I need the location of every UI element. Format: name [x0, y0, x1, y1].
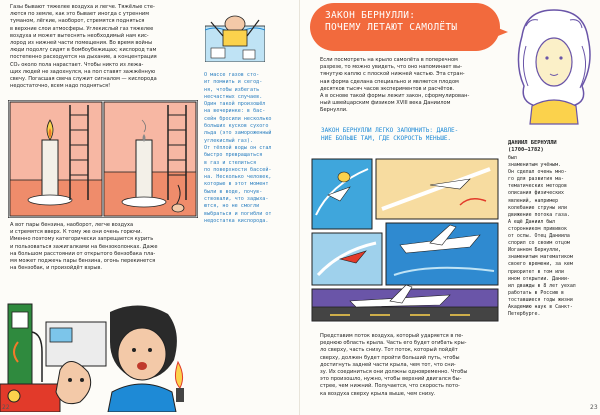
gas-station-illustration	[0, 292, 200, 412]
bernoulli-law-heading: ЗАКОН БЕРНУЛЛИ ЛЕГКО ЗАПОМНИТЬ: ДАВЛЕ- НИЕ БОЛЬШЕ ТАМ, ГДЕ СКОРОСТЬ МЕНЬШЕ.	[321, 127, 459, 142]
chapter-title: ЗАКОН БЕРНУЛЛИ: ПОЧЕМУ ЛЕТАЮТ САМОЛЁТЫ	[325, 10, 458, 33]
airflow-text: Представим поток воздуха, который ударяется в пе- реднюю область крыла. Часть его будет огибать кры- ло сверху, часть снизу. Тот поток, который пойдёт сверху, должен будет пройти больший путь, чтобы достигнуть задней части крыла, чем тот, что сни- зу. Их соединиться они должны одновременно. Чтобы это произошло, нужно, чтобы верхний двигался бы- стрее, чем нижний. Получается, что скорость пото- ка воздуха сверху крыла выше, чем снизу.	[320, 333, 468, 397]
page-number-right: 23	[590, 404, 598, 411]
bernoulli-bio-text: был знаменитым учёным. Он сделал очень мно- го для развития ма- тематических методов описания физических явлений, например колебание струны или движение потока газа. А ещё Даниил был сторонником прививок от оспы. Отец Даниила спорил со своим отцом Иоганном Бернулли, знаменитым математиком своего времени, за кем приоритет в том или ином открытии. Дании- ил дважды в 8 лет уехал работать в Россию в тоставшиеся годы жизни Академию наук в Санкт- Петербурге.	[508, 155, 576, 318]
page-number-left: 22	[2, 404, 10, 411]
scientist-portrait-illustration	[512, 6, 594, 126]
diver-illustration	[205, 8, 265, 62]
bernoulli-bio-name: ДАНИИЛ БЕРНУЛЛИ (1700–1782)	[508, 140, 557, 154]
co2-intro-text: Газы бывают тяжелее воздуха и легче. Тяжёлые сте- лются по земле, как это бывает иногда с утренним туманом, лёгкие, наоборот, стремятся подняться в верхние слои атмосферы. Углекислый газ тяжелее воздуха и может вытеснять необходимый нам кис- лород из нижней части помещения. Во время войны люди подолгу сидят в бомбоубежищах; кислород там постепенно расходуется на дыхание, а концентрация CO₂ около пола нарастает. Чтобы никто из лежа- щих людей не задохнулся, на пол ставят зажжённую свечу. Погасшая свеча служит сигналом — кислорода недостаточно, всем надо подняться!	[10, 4, 157, 90]
wing-intro-text: Если посмотреть на крыло самолёта в поперечном разрезе, то можно увидеть, что оно напоминает вы- тянутую каплю с плоской нижней частью. Эта стран- ная форма сделана специально и является плодом десятков тысяч часов экспериментов и расчётов. А в основе такой формы лежит закон, сформулирован- ный швейцарским физиком XVIII века Даниилом Бернулли.	[320, 57, 470, 114]
candle-ladder-illustration	[8, 100, 198, 218]
dry-ice-sidebar-text: О массе газов сто- ит помнить и сегод- ня, чтобы избегать несчастных случаев. Один такой произошёл на вечеринке: в бас- сейн бросили несколько больших кусков сухого льда (это замороженный углекислый газ). От тёплой воды он стал быстро превращаться в газ и стелиться по поверхности бассей- на. Несколько человек, которые в этот момент были в воде, почув- ствовали, что задыха- ются, но не смогли выбраться и погибли от недостатка кислорода.	[204, 72, 272, 224]
airplanes-comic-illustration	[310, 155, 500, 323]
gasoline-text: А вот пары бензина, наоборот, легче воздуха и стремятся вверх. К тому же они очень горючи. Именно поэтому категорически запрещается курить и пользоваться зажигалками на бензоколонках. Даже на большом расстоянии от открытого бензобака пла- мя может поджечь пары бензина, огонь перекинется на бензобак, и произойдёт взрыв.	[10, 222, 158, 272]
